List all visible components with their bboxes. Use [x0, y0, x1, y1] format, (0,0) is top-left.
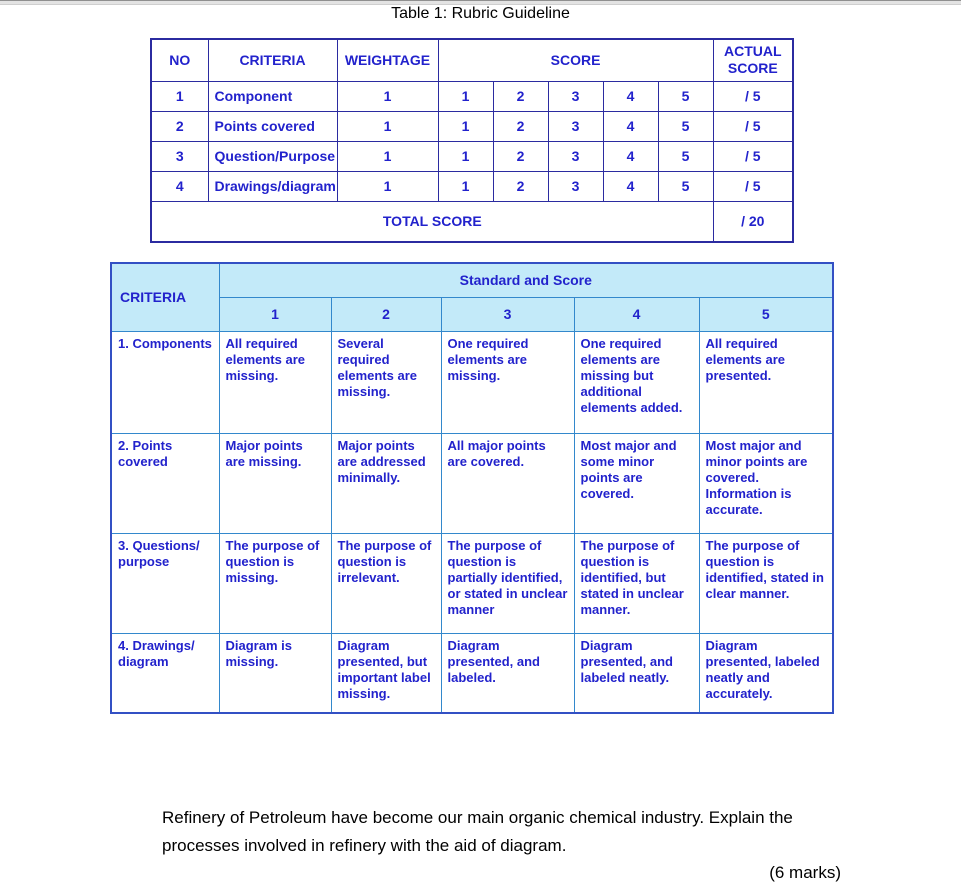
score-cell: 4	[603, 81, 658, 111]
score-cell: 3	[548, 141, 603, 171]
row-criteria: 2. Points covered	[111, 433, 219, 533]
score-cell: 1	[438, 111, 493, 141]
standard-cell: Diagram presented, labeled neatly and accurately.	[699, 633, 833, 713]
row-weightage: 1	[337, 81, 438, 111]
row-criteria: Question/Purpose	[208, 141, 337, 171]
standard-cell: Major points are addressed minimally.	[331, 433, 441, 533]
standard-score-table	[110, 262, 834, 714]
table-row	[111, 533, 833, 633]
score-cell: 3	[548, 81, 603, 111]
standard-cell: All required elements are presented.	[699, 331, 833, 433]
criteria-header: CRITERIA	[111, 263, 219, 331]
score-cell: 5	[658, 81, 713, 111]
rubric-header-row	[151, 39, 793, 81]
row-criteria: Component	[208, 81, 337, 111]
row-criteria: 3. Questions/ purpose	[111, 533, 219, 633]
score-cell: 5	[658, 111, 713, 141]
row-criteria: Points covered	[208, 111, 337, 141]
standard-cell: The purpose of question is partially identified, or stated in unclear manner	[441, 533, 574, 633]
score-header-4: 4	[574, 297, 699, 331]
standard-cell: Diagram presented, and labeled neatly.	[574, 633, 699, 713]
total-score-label: TOTAL SCORE	[151, 201, 713, 242]
score-header-2: 2	[331, 297, 441, 331]
table-row	[151, 171, 793, 201]
row-weightage: 1	[337, 111, 438, 141]
standard-header-row-scores	[111, 297, 833, 331]
score-cell: 1	[438, 141, 493, 171]
score-cell: 4	[603, 111, 658, 141]
score-cell: 2	[493, 171, 548, 201]
question-text	[162, 804, 852, 860]
standard-cell: The purpose of question is identified, stated in clear manner.	[699, 533, 833, 633]
standard-and-score-header: Standard and Score	[219, 263, 833, 297]
score-cell: 1	[438, 81, 493, 111]
table1-caption: Table 1: Rubric Guideline	[391, 5, 570, 22]
actual-score-cell: / 5	[713, 81, 793, 111]
marks-label: (6 marks)	[769, 863, 841, 882]
standard-cell: Most major and some minor points are covered.	[574, 433, 699, 533]
row-no: 1	[151, 81, 208, 111]
score-cell: 1	[438, 171, 493, 201]
standard-cell: The purpose of question is missing.	[219, 533, 331, 633]
table-row	[151, 141, 793, 171]
score-cell: 2	[493, 111, 548, 141]
score-header-1: 1	[219, 297, 331, 331]
col-header-criteria: CRITERIA	[208, 39, 337, 81]
table-row	[151, 81, 793, 111]
row-criteria: Drawings/diagram	[208, 171, 337, 201]
score-cell: 3	[548, 171, 603, 201]
score-cell: 5	[658, 141, 713, 171]
question-line-2: processes involved in refinery with the aid of diagram.	[162, 836, 567, 855]
standard-cell: The purpose of question is identified, but stated in unclear manner.	[574, 533, 699, 633]
row-no: 3	[151, 141, 208, 171]
standard-cell: Most major and minor points are covered. Information is accurate.	[699, 433, 833, 533]
standard-cell: One required elements are missing but additional elements added.	[574, 331, 699, 433]
table-row	[111, 433, 833, 533]
score-cell: 4	[603, 141, 658, 171]
score-header-3: 3	[441, 297, 574, 331]
standard-cell: Diagram presented, and labeled.	[441, 633, 574, 713]
table-row	[111, 331, 833, 433]
row-criteria: 4. Drawings/ diagram	[111, 633, 219, 713]
standard-cell: The purpose of question is irrelevant.	[331, 533, 441, 633]
score-cell: 2	[493, 81, 548, 111]
standard-cell: One required elements are missing.	[441, 331, 574, 433]
total-score-value: / 20	[713, 201, 793, 242]
table-row	[151, 111, 793, 141]
actual-score-cell: / 5	[713, 141, 793, 171]
standard-header-row-group	[111, 263, 833, 297]
score-header-5: 5	[699, 297, 833, 331]
score-cell: 2	[493, 141, 548, 171]
row-criteria: 1. Components	[111, 331, 219, 433]
rubric-score-table	[150, 38, 794, 243]
col-header-weightage: WEIGHTAGE	[337, 39, 438, 81]
standard-cell: Several required elements are missing.	[331, 331, 441, 433]
total-score-row	[151, 201, 793, 242]
standard-cell: Major points are missing.	[219, 433, 331, 533]
score-cell: 3	[548, 111, 603, 141]
question-line-1: Refinery of Petroleum have become our main organic chemical industry. Explain the	[162, 808, 793, 827]
standard-cell: Diagram is missing.	[219, 633, 331, 713]
col-header-no: NO	[151, 39, 208, 81]
actual-score-cell: / 5	[713, 111, 793, 141]
standard-cell: All major points are covered.	[441, 433, 574, 533]
table-row	[111, 633, 833, 713]
actual-score-cell: / 5	[713, 171, 793, 201]
row-weightage: 1	[337, 171, 438, 201]
row-no: 4	[151, 171, 208, 201]
row-weightage: 1	[337, 141, 438, 171]
row-no: 2	[151, 111, 208, 141]
score-cell: 5	[658, 171, 713, 201]
score-cell: 4	[603, 171, 658, 201]
standard-cell: Diagram presented, but important label missing.	[331, 633, 441, 713]
standard-cell: All required elements are missing.	[219, 331, 331, 433]
col-header-actual-score: ACTUAL SCORE	[713, 39, 793, 81]
col-header-score: SCORE	[438, 39, 713, 81]
